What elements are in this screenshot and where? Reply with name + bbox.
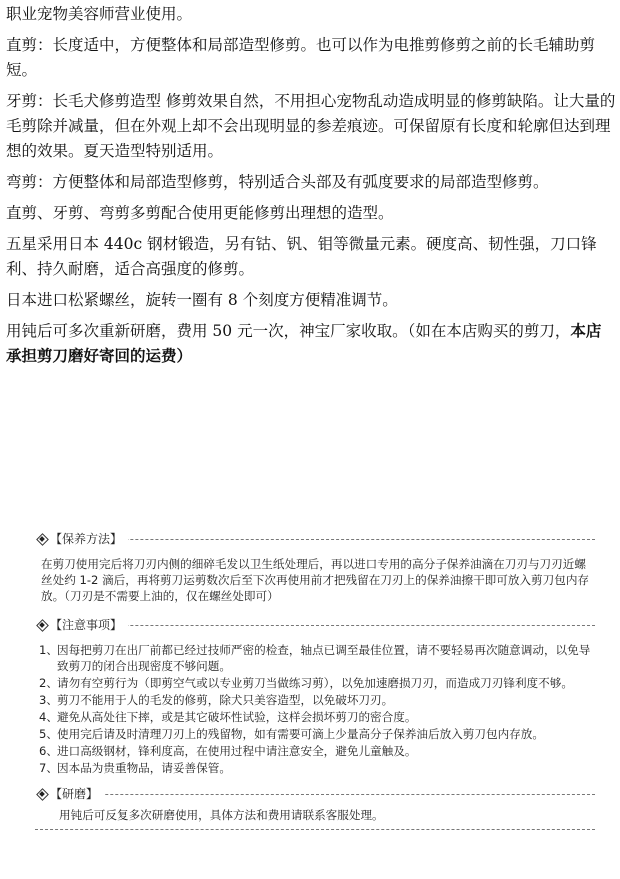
shipping-note: 本店承担剪刀磨好寄回的运费） xyxy=(6,322,602,365)
care-instructions-panel xyxy=(35,528,595,874)
care-section-header xyxy=(35,528,595,550)
curved-scissors-desc: 弯剪：方便整体和局部造型修剪，特别适合头部及有弧度要求的局部造型修剪。 xyxy=(6,173,549,191)
list-item: 1、 因每把剪刀在出厂前都已经过技师严密的检查，轴点已调至最佳位置，请不要轻易再次随意调动，以免导致剪刀的闭合出现密度不够问题。 xyxy=(39,643,591,673)
notes-section-title: 【注意事项】 xyxy=(50,618,123,632)
diamond-bullet-icon xyxy=(37,789,47,799)
list-item: 4、 避免从高处往下摔，或是其它破坏性试验，这样会损坏剪刀的密合度。 xyxy=(39,710,417,724)
list-item: 6、 进口高级钢材，锋利度高，在使用过程中请注意安全，避免儿童触及。 xyxy=(39,744,417,758)
list-item: 5、 使用完后请及时清理刀刃上的残留物，如有需要可滴上少量高分子保养油后放入剪刀包内存放。 xyxy=(39,727,544,741)
screw-desc: 日本进口松紧螺丝，旋转一圈有 8 个刻度方便精准调节。 xyxy=(6,291,398,309)
care-section-title: 【保养方法】 xyxy=(50,532,123,546)
straight-scissors-desc: 直剪：长度适中，方便整体和局部造型修剪。也可以作为电推剪修剪之前的长毛辅助剪短。 xyxy=(6,36,596,79)
steel-material-desc: 五星采用日本 440c 钢材锻造，另有钴、钒、钼等微量元素。硬度高、韧性强，刀口锋利、持久耐磨，适合高强度的修剪。 xyxy=(6,235,597,278)
usage-line: 职业宠物美容师营业使用。 xyxy=(6,5,193,23)
grind-section-body: 用钝后可反复多次研磨使用，具体方法和费用请联系客服处理。 xyxy=(59,808,384,822)
grind-section-header xyxy=(35,783,595,805)
notes-section-header xyxy=(35,614,595,636)
diamond-bullet-icon xyxy=(37,534,47,544)
combo-usage-desc: 直剪、牙剪、弯剪多剪配合使用更能修剪出理想的造型。 xyxy=(6,204,394,222)
divider xyxy=(35,829,595,830)
product-description xyxy=(6,2,616,375)
list-item: 3、 剪刀不能用于人的毛发的修剪，除犬只美容造型，以免破坏刀刃。 xyxy=(39,693,394,707)
list-item: 7、 因本品为贵重物品，请妥善保管。 xyxy=(39,761,231,775)
grind-section-title: 【研磨】 xyxy=(50,787,99,801)
tooth-scissors-desc: 牙剪：长毛犬修剪造型 修剪效果自然，不用担心宠物乱动造成明显的修剪缺陷。让大量的毛剪除并减量，但在外观上却不会出现明显的参差痕迹。可保留原有长度和轮廓但达到理想的效果。夏天造型特别适用。 xyxy=(6,92,616,160)
diamond-bullet-icon xyxy=(37,620,47,630)
grinding-service-desc xyxy=(6,319,616,369)
care-section-body: 在剪刀使用完后将刀刃内侧的细碎毛发以卫生纸处理后，再以进口专用的高分子保养油滴在刀刃与刀刃近螺丝处约 1-2 滴后，再将剪刀运剪数次后至下次再使用前才把残留在刀刃上的保养油擦干即可放入剪刀包内存放。（刀刃是不需要上油的，仅在螺丝处即可） xyxy=(41,557,590,603)
divider xyxy=(35,794,595,795)
notes-list xyxy=(39,642,595,776)
grinding-service-text: 用钝后可多次重新研磨，费用 50 元一次，神宝厂家收取。（如在本店购买的剪刀， xyxy=(6,322,571,340)
list-item: 2、 请勿有空剪行为（即剪空气或以专业剪刀当做练习剪），以免加速磨损刀刃，而造成刀刃锋利度不够。 xyxy=(39,676,573,690)
